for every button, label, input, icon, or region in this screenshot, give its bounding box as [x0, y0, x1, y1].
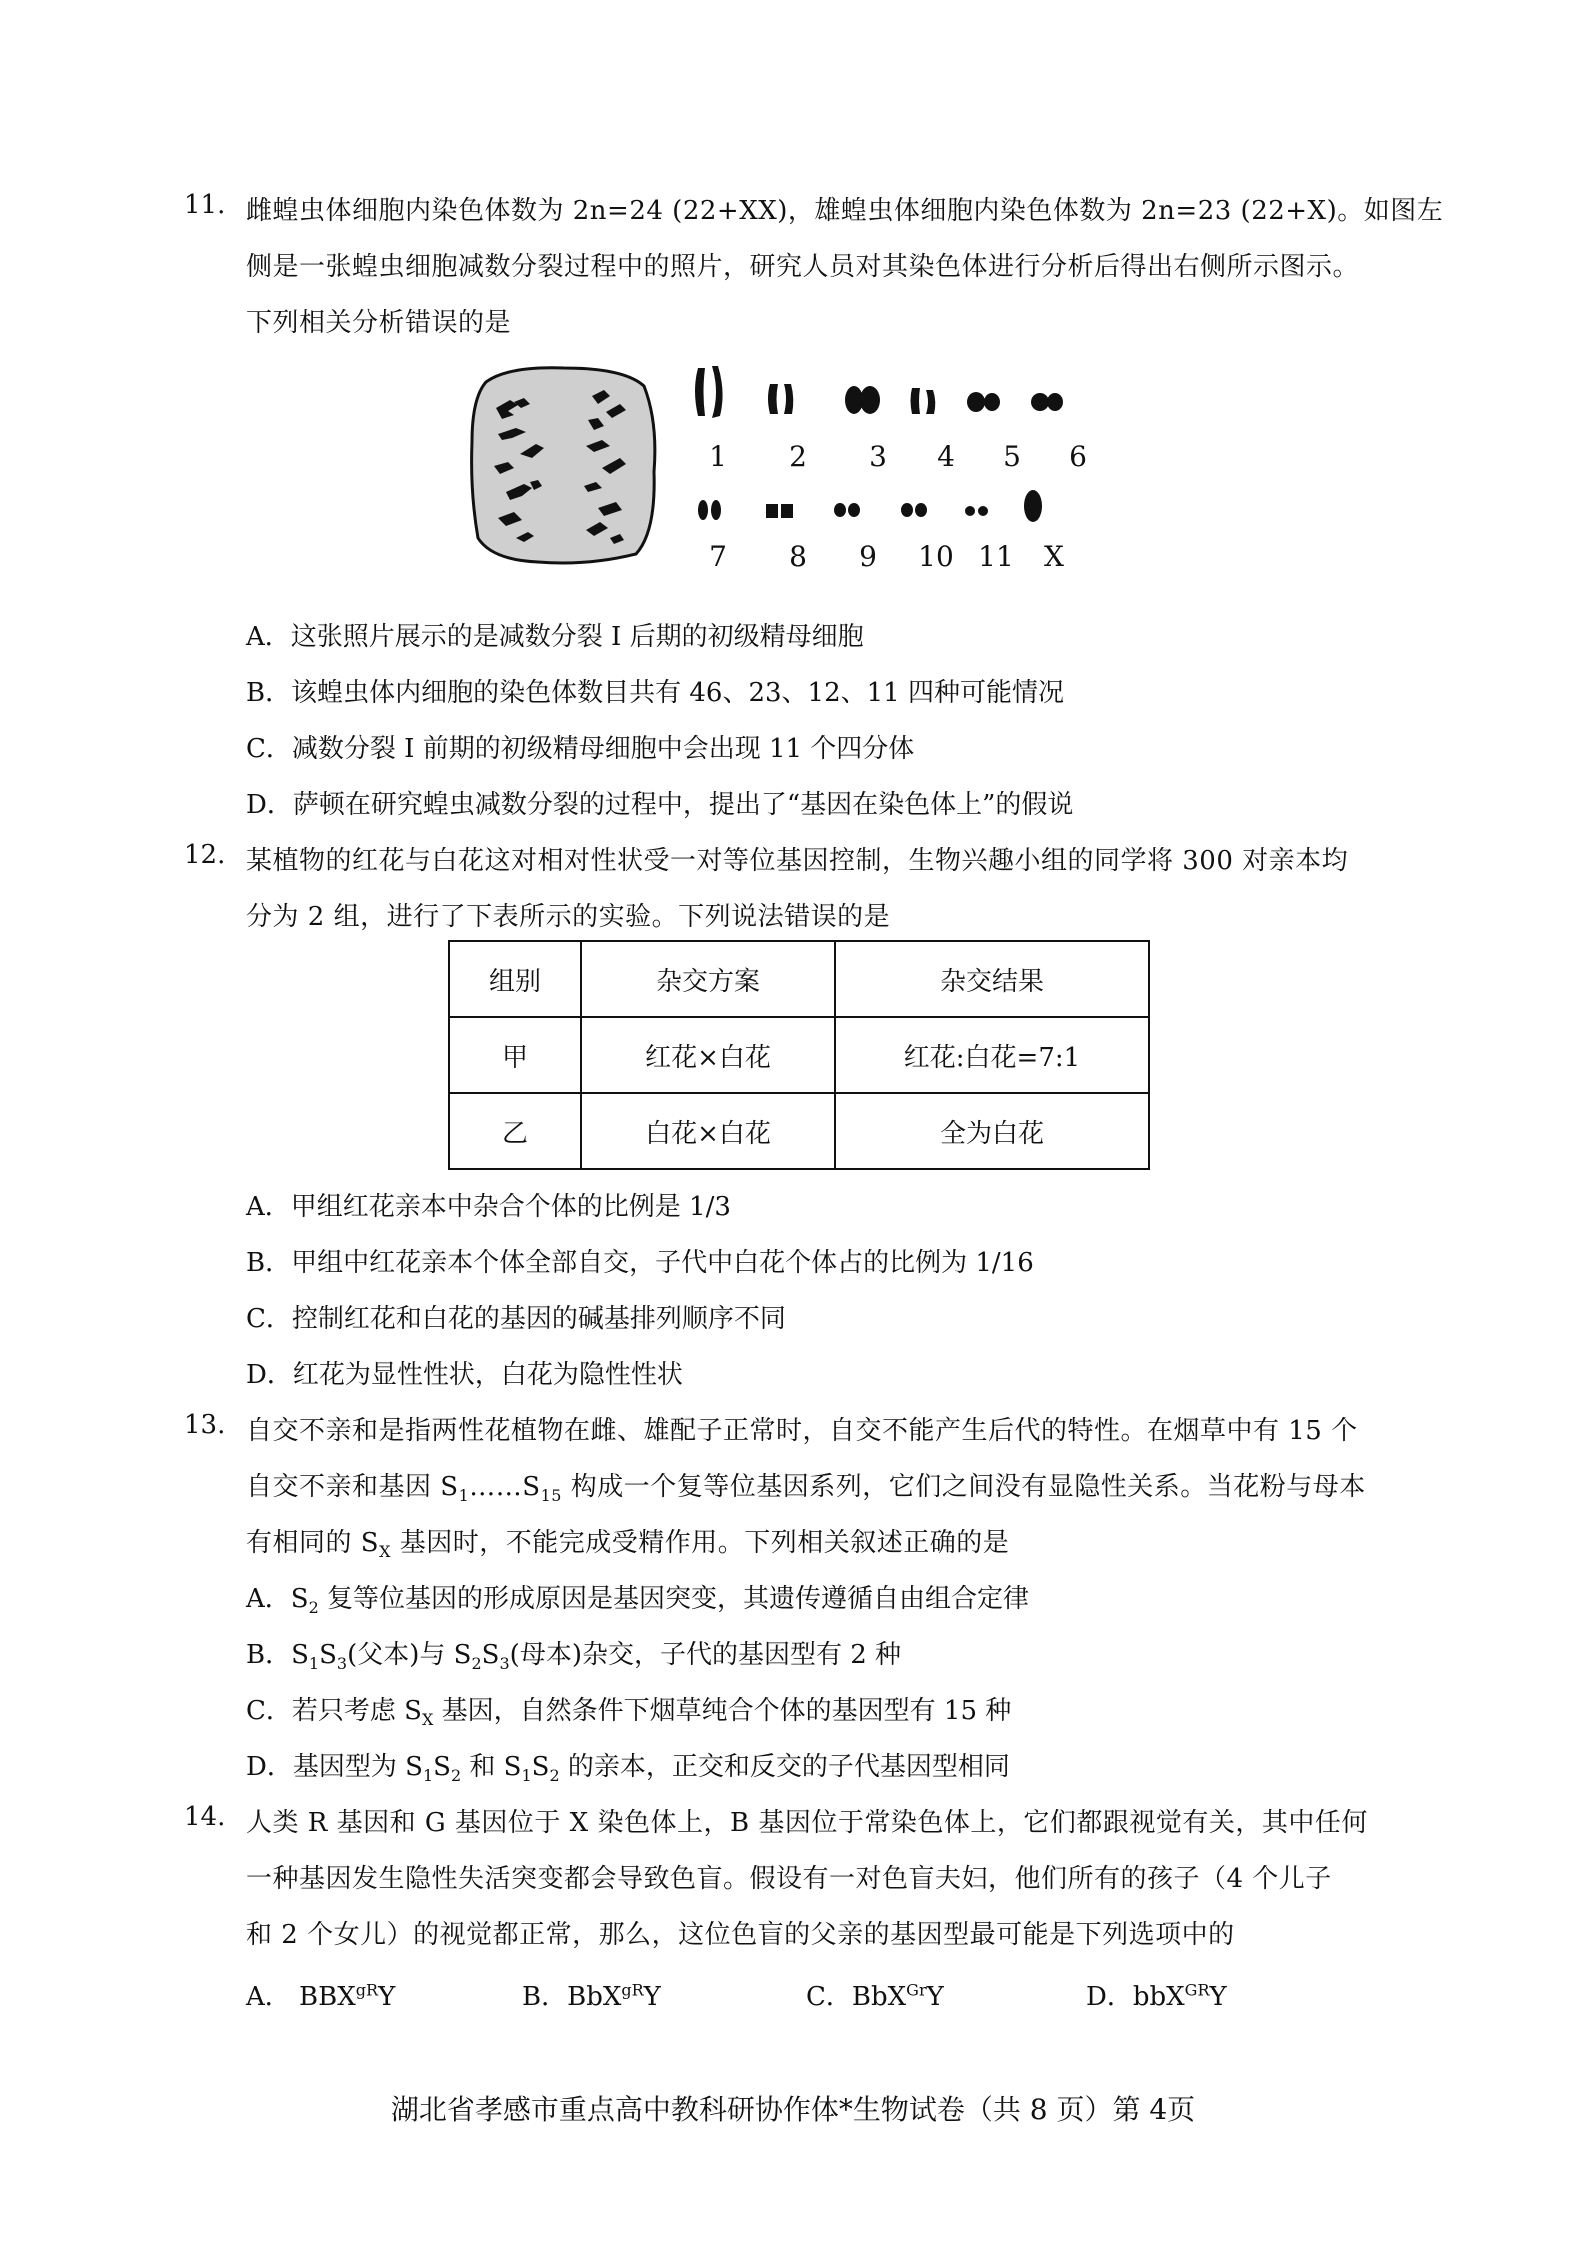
subscript: 2 [549, 1766, 560, 1786]
text-run: 和 S [461, 1752, 522, 1782]
question-12-option-b[interactable]: B．甲组中红花亲本个体全部自交，子代中白花个体占的比例为 1/16 [246, 1248, 1034, 1278]
chromosome-6a [1031, 393, 1049, 411]
text-run: S [319, 1640, 337, 1670]
superscript: GR [1184, 1980, 1210, 2000]
question-13-line-2 [246, 1466, 1366, 1505]
chromosome-8b [781, 504, 793, 518]
chromosome-7a [698, 500, 708, 520]
chromosome-10a [901, 503, 913, 517]
text-run: D．bbX [1086, 1982, 1185, 2012]
text-run: B．S [246, 1640, 309, 1670]
question-14-line-1: 人类 R 基因和 G 基因位于 X 染色体上，B 基因位于常染色体上，它们都跟视觉有关，其中任何 [246, 1808, 1368, 1838]
text-run: (母本)杂交，子代的基因型有 2 种 [509, 1640, 902, 1670]
chromosome-4b [926, 390, 935, 414]
chromosome-1b [712, 366, 723, 418]
chromosome-2b [784, 384, 793, 414]
karyotype-label: 8 [789, 540, 807, 573]
question-14-option-b[interactable] [522, 1976, 661, 2013]
question-14-option-a[interactable] [246, 1976, 395, 2013]
chromosome-5a [967, 392, 985, 412]
chromosome-3b [860, 386, 880, 414]
karyotype-label: 3 [869, 440, 887, 473]
text-run: 复等位基因的形成原因是基因突变，其遗传遵循自由组合定律 [318, 1584, 1030, 1614]
chromosome-9b [848, 503, 860, 517]
question-13-number: 13. [184, 1410, 226, 1440]
table-cell: 白花×白花 [581, 1093, 835, 1169]
text-run: C．若只考虑 S [246, 1696, 422, 1726]
subscript: 1 [308, 1654, 320, 1674]
table-cell: 全为白花 [835, 1093, 1149, 1169]
text-run: ……S [469, 1472, 541, 1502]
question-11-number: 11. [184, 190, 226, 220]
question-12-line-2: 分为 2 组，进行了下表所示的实验。下列说法错误的是 [246, 902, 891, 932]
chromosome-x [1024, 490, 1042, 522]
cross-table [448, 940, 1150, 1170]
text-run: 基因时，不能完成受精作用。下列相关叙述正确的是 [390, 1528, 1010, 1558]
question-11-option-b[interactable]: B．该蝗虫体内细胞的染色体数目共有 46、23、12、11 四种可能情况 [246, 678, 1064, 708]
chromosome-5b [984, 393, 1000, 411]
subscript: X [379, 1542, 391, 1562]
chromosome-figure [468, 358, 1148, 578]
question-11-line-2: 侧是一张蝗虫细胞减数分裂过程中的照片，研究人员对其染色体进行分析后得出右侧所示图示。 [246, 252, 1360, 282]
question-13-option-b[interactable] [246, 1634, 901, 1673]
chromosome-7b [711, 500, 721, 520]
text-run: 的亲本，正交和反交的子代基因型相同 [559, 1752, 1010, 1782]
karyotype-label: 5 [1003, 440, 1021, 473]
text-run: Y [378, 1982, 396, 2012]
subscript: 1 [422, 1766, 434, 1786]
superscript: Gr [906, 1980, 927, 2000]
chromosome-10b [915, 503, 927, 517]
question-11-line-1: 雌蝗虫体细胞内染色体数为 2n=24 (22+XX)，雄蝗虫体细胞内染色体数为 2n=23 (22+X)。如图左 [246, 196, 1444, 226]
table-header-cell: 杂交方案 [581, 941, 835, 1017]
question-13-option-a[interactable] [246, 1578, 1029, 1617]
question-14-line-2: 一种基因发生隐性失活突变都会导致色盲。假设有一对色盲夫妇，他们所有的孩子（4 个儿子 [246, 1864, 1332, 1894]
chromosome-2a [768, 384, 778, 414]
table-row [449, 1093, 1149, 1169]
table-header-cell: 杂交结果 [835, 941, 1149, 1017]
subscript: 1 [458, 1486, 470, 1506]
chromosome-11a [965, 506, 975, 516]
subscript: 2 [308, 1598, 319, 1618]
question-12-option-a[interactable]: A．甲组红花亲本中杂合个体的比例是 1/3 [246, 1192, 731, 1222]
question-14-option-c[interactable] [806, 1976, 944, 2013]
superscript: gR [355, 1980, 379, 2000]
question-11-option-d[interactable]: D．萨顿在研究蝗虫减数分裂的过程中，提出了“基因在染色体上”的假说 [246, 790, 1074, 820]
text-run: (父本)与 S [347, 1640, 472, 1670]
question-14-number: 14. [184, 1802, 226, 1832]
text-run: D．基因型为 S [246, 1752, 423, 1782]
text-run: C．BbX [806, 1982, 907, 2012]
page-footer: 湖北省孝感市重点高中教科研协作体*生物试卷（共 8 页）第 4页 [390, 2093, 1196, 2126]
chromosome-8a [766, 504, 778, 518]
karyotype-label: 1 [709, 440, 727, 473]
question-13-option-d[interactable] [246, 1746, 1010, 1785]
table-row [449, 1017, 1149, 1093]
subscript: 1 [521, 1766, 532, 1786]
text-run: 构成一个复等位基因系列，它们之间没有显隐性关系。当花粉与母本 [561, 1472, 1366, 1502]
text-run: S [531, 1752, 550, 1782]
text-run: 有相同的 S [246, 1528, 380, 1558]
karyotype-label: 10 [918, 540, 954, 573]
chromosome-4a [911, 388, 921, 414]
subscript: 2 [450, 1766, 462, 1786]
question-13-line-1: 自交不亲和是指两性花植物在雌、雄配子正常时，自交不能产生后代的特性。在烟草中有 15 个 [246, 1416, 1358, 1446]
question-11-line-3: 下列相关分析错误的是 [246, 308, 512, 338]
karyotype-label: 11 [978, 540, 1014, 573]
question-12-line-1: 某植物的红花与白花这对相对性状受一对等位基因控制，生物兴趣小组的同学将 300 对亲本均 [246, 846, 1349, 876]
question-12-option-d[interactable]: D．红花为显性性状，白花为隐性性状 [246, 1360, 683, 1390]
table-cell: 红花×白花 [581, 1017, 835, 1093]
question-11-option-c[interactable]: C．减数分裂 Ⅰ 前期的初级精母细胞中会出现 11 个四分体 [246, 734, 915, 764]
subscript: 3 [499, 1654, 510, 1674]
table-cell: 甲 [449, 1017, 581, 1093]
question-14-options [246, 1976, 1246, 2012]
karyotype-label: 6 [1069, 440, 1087, 473]
question-11-option-a[interactable]: A．这张照片展示的是减数分裂 Ⅰ 后期的初级精母细胞 [246, 622, 864, 652]
subscript: 2 [471, 1654, 482, 1674]
karyotype-label: 9 [859, 540, 877, 573]
question-12-number: 12. [184, 840, 226, 870]
text-run: Y [1209, 1982, 1227, 2012]
chromosome-9a [834, 503, 846, 517]
superscript: gR [621, 1980, 644, 2000]
question-14-line-3: 和 2 个女儿）的视觉都正常，那么，这位色盲的父亲的基因型最可能是下列选项中的 [246, 1920, 1235, 1950]
karyotype-label: X [1044, 540, 1064, 573]
cell-photo [468, 362, 658, 566]
question-12-option-c[interactable]: C．控制红花和白花的基因的碱基排列顺序不同 [246, 1304, 786, 1334]
chromosome-1a [695, 368, 705, 416]
text-run: 基因，自然条件下烟草纯合个体的基因型有 15 种 [433, 1696, 1012, 1726]
karyotype-label: 4 [937, 440, 955, 473]
chromosome-6b [1047, 393, 1063, 411]
chromosome-11b [978, 506, 988, 516]
text-run: S [481, 1640, 500, 1670]
table-cell: 乙 [449, 1093, 581, 1169]
subscript: 15 [540, 1486, 562, 1506]
table-header-cell: 组别 [449, 941, 581, 1017]
text-run: Y [926, 1982, 944, 2012]
text-run: B．BbX [522, 1982, 622, 2012]
subscript: X [421, 1710, 434, 1730]
text-run: Y [643, 1982, 661, 2012]
question-13-line-3 [246, 1522, 1009, 1561]
text-run: A． BBX [246, 1982, 356, 2012]
question-13-option-c[interactable] [246, 1690, 1011, 1729]
karyotype-label: 7 [709, 540, 727, 573]
subscript: 3 [336, 1654, 348, 1674]
table-cell: 红花:白花=7:1 [835, 1017, 1149, 1093]
question-14-option-d[interactable] [1086, 1976, 1227, 2013]
karyotype-label: 2 [789, 440, 807, 473]
text-run: 自交不亲和基因 S [246, 1472, 459, 1502]
table-header-row [449, 941, 1149, 1017]
text-run: A．S [246, 1584, 309, 1614]
text-run: S [433, 1752, 451, 1782]
